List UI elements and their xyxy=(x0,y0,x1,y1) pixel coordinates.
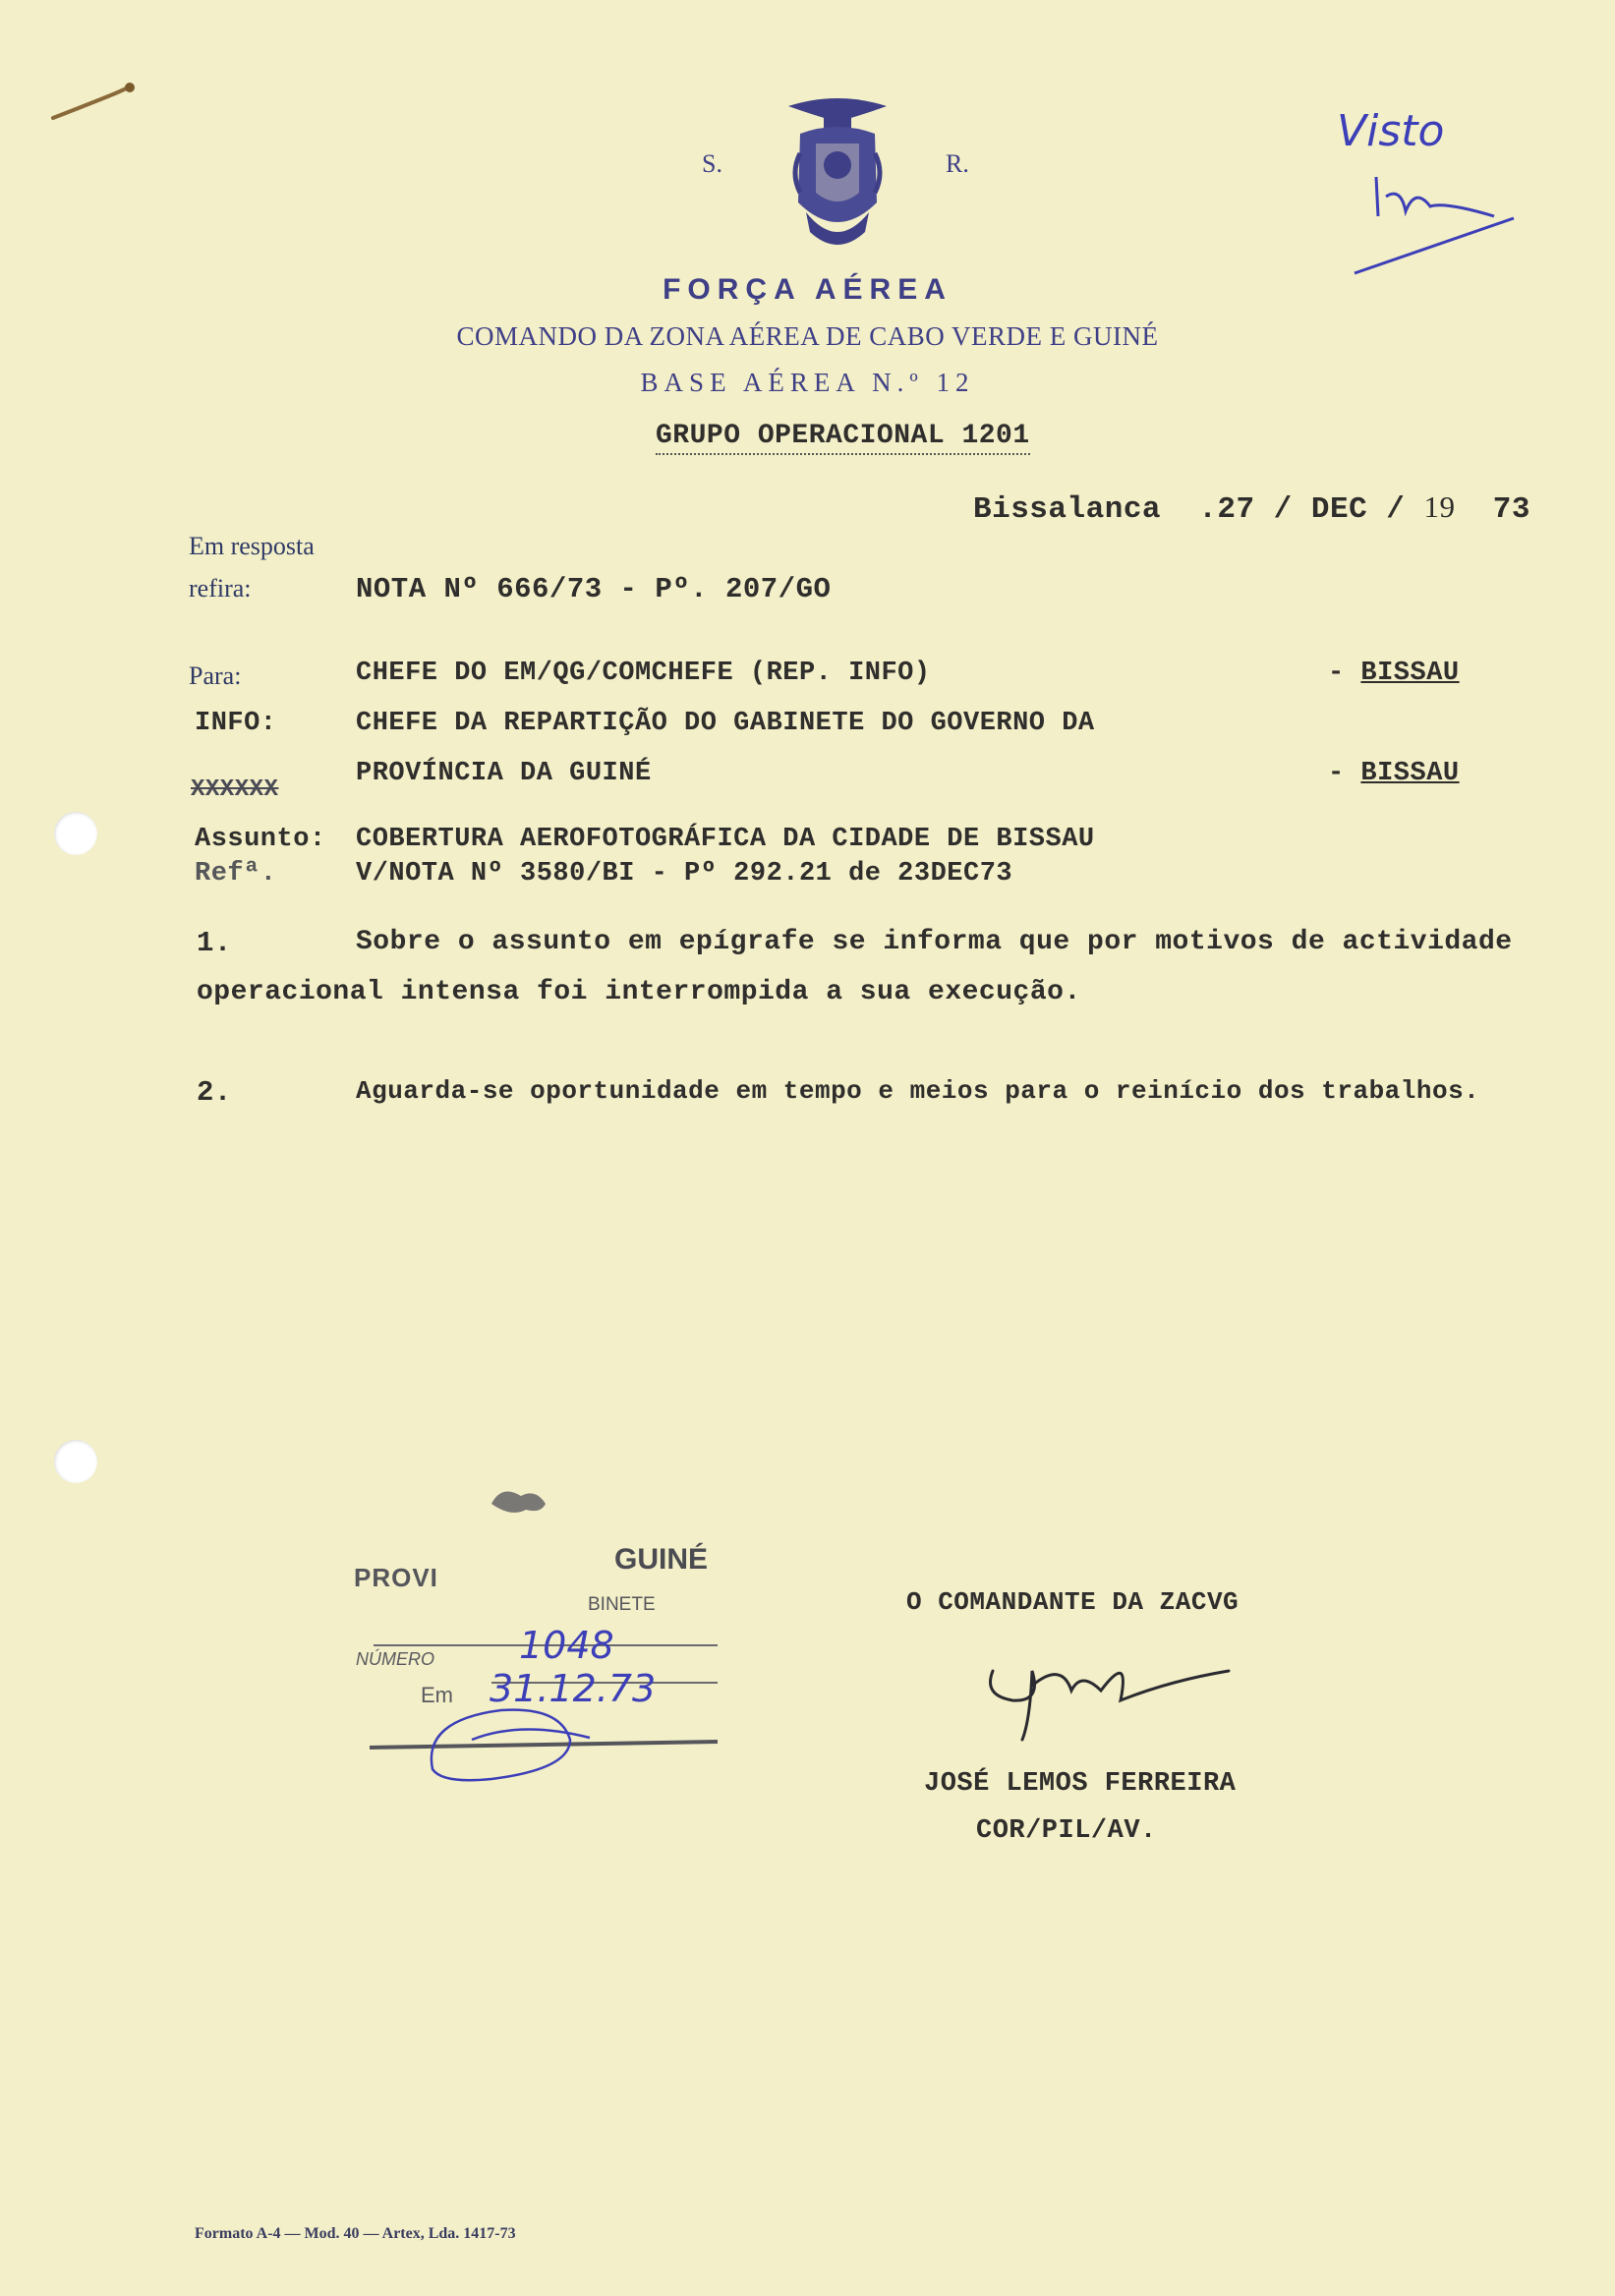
reference-value: NOTA Nº 666/73 - Pº. 207/GO xyxy=(356,573,832,605)
punch-hole-top xyxy=(54,812,97,855)
date-year: 73 xyxy=(1492,492,1530,527)
header-s-label: S. xyxy=(702,149,722,178)
info-line-2: PROVÍNCIA DA GUINÉ xyxy=(356,759,652,788)
stamp-numero-label: NÚMERO xyxy=(356,1649,434,1669)
stamp-date: 31.12.73 xyxy=(490,1667,657,1710)
header-grupo: GRUPO OPERACIONAL 1201 xyxy=(656,421,1030,455)
rust-stain xyxy=(49,79,138,128)
paragraph-2-number: 2. xyxy=(197,1076,232,1109)
date-month: / DEC / xyxy=(1273,492,1406,527)
para-location: - BISSAU xyxy=(1328,659,1460,688)
form-footer: Formato A-4 — Mod. 40 — Artex, Lda. 1417-73 xyxy=(195,2225,516,2242)
stamp-em-label: Em xyxy=(421,1683,453,1707)
signature-rank: COR/PIL/AV. xyxy=(976,1816,1157,1846)
signature-name: JOSÉ LEMOS FERREIRA xyxy=(924,1769,1237,1799)
ref-text: V/NOTA Nº 3580/BI - Pº 292.21 de 23DEC73 xyxy=(356,859,1013,889)
place: Bissalanca xyxy=(973,492,1162,527)
handwritten-signature-icon xyxy=(973,1641,1239,1750)
date-century: 19 xyxy=(1423,489,1456,524)
handwritten-visto: Visto xyxy=(1337,106,1445,156)
info-label: INFO: xyxy=(195,709,277,738)
reference-label-2: refira: xyxy=(189,574,252,603)
header-base: BASE AÉREA N.º 12 xyxy=(640,368,975,397)
ref-label: Refª. xyxy=(195,859,277,889)
info-line-1: CHEFE DA REPARTIÇÃO DO GABINETE DO GOVERNO DA xyxy=(356,709,1095,738)
handwritten-initials-icon xyxy=(1347,157,1524,285)
assunto-label: Assunto: xyxy=(195,825,326,854)
para-label: Para: xyxy=(189,661,242,690)
paragraph-1-number: 1. xyxy=(197,927,232,959)
header-forca-aerea: FORÇA AÉREA xyxy=(663,273,952,306)
paragraph-1-line-2: operacional intensa foi interrompida a sua execução. xyxy=(197,977,1081,1007)
assunto-text: COBERTURA AEROFOTOGRÁFICA DA CIDADE DE BISSAU xyxy=(356,825,1095,854)
info-location-value: BISSAU xyxy=(1360,759,1460,788)
header-comando: COMANDO DA ZONA AÉREA DE CABO VERDE E GUINÉ xyxy=(456,321,1159,351)
para-location-value: BISSAU xyxy=(1360,659,1460,688)
header-r-label: R. xyxy=(946,149,969,178)
stamp-provincia: PROVI xyxy=(354,1563,438,1592)
info-location: - BISSAU xyxy=(1328,759,1460,788)
punch-hole-bottom xyxy=(54,1440,97,1483)
signature-title: O COMANDANTE DA ZACVG xyxy=(906,1587,1240,1617)
para-text: CHEFE DO EM/QG/COMCHEFE (REP. INFO) xyxy=(356,659,931,688)
stamp-guine: GUINÉ xyxy=(614,1543,709,1576)
paragraph-1-line-1: Sobre o assunto em epígrafe se informa que por motivos de actividade xyxy=(356,927,1513,957)
struck-label: XXXXXX xyxy=(191,776,279,803)
stamp-gabinete: BINETE xyxy=(588,1594,656,1615)
reference-label-1: Em resposta xyxy=(189,532,315,560)
place-date xyxy=(973,489,1530,527)
air-force-crest-icon xyxy=(786,94,889,258)
stamp-number: 1048 xyxy=(519,1624,614,1667)
paragraph-2-text: Aguarda-se oportunidade em tempo e meios para o reinício dos trabalhos. xyxy=(356,1076,1480,1106)
date-day: .27 xyxy=(1198,492,1255,527)
